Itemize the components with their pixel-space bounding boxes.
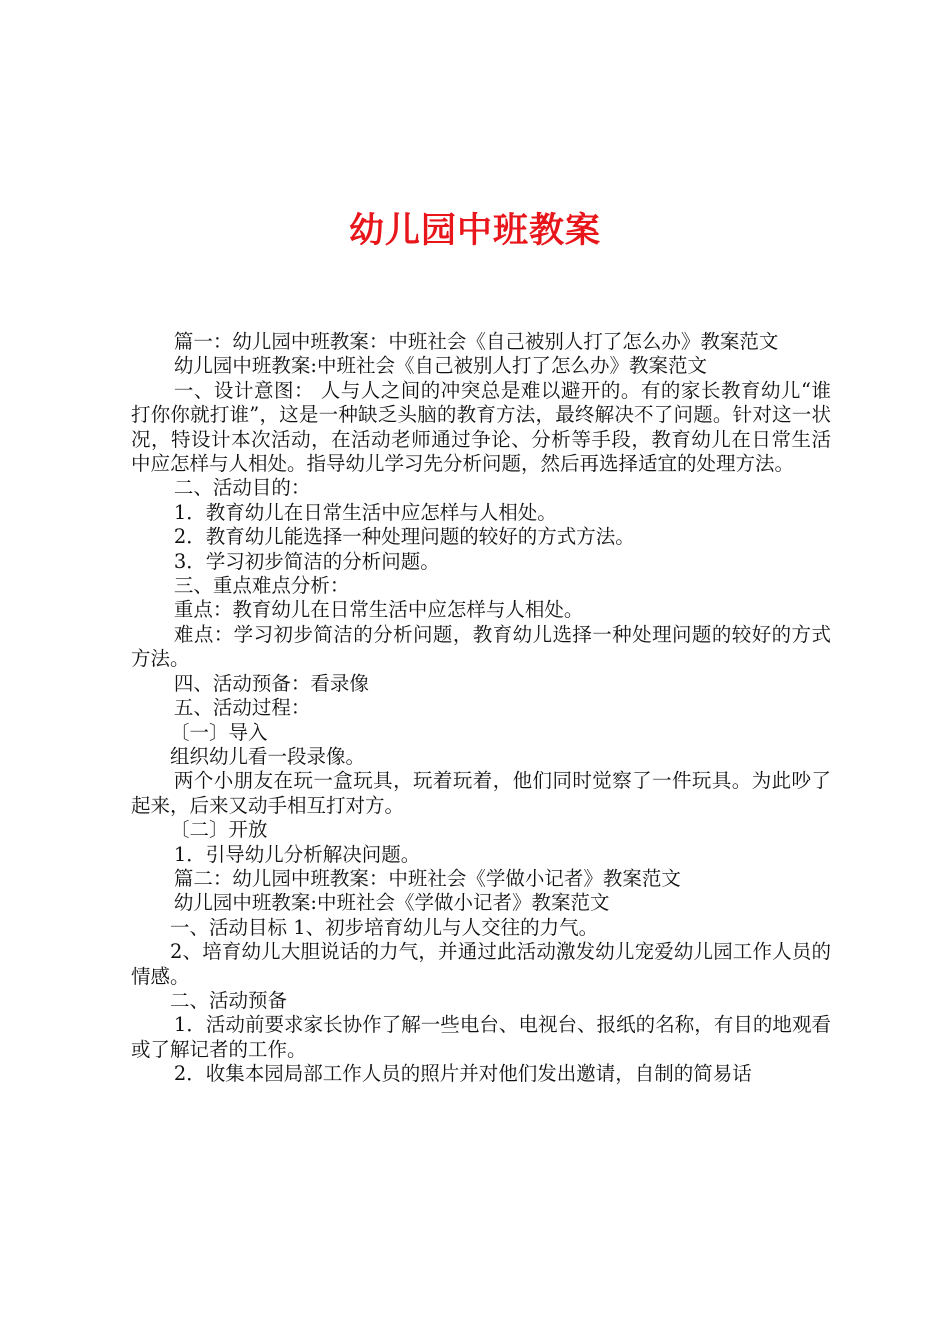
paragraph: 四、活动预备：看录像 (173, 671, 369, 695)
paragraph: 2．收集本园局部工作人员的照片并对他们发出邀请，自制的简易话 (173, 1062, 752, 1086)
paragraph: 重点：教育幼儿在日常生活中应怎样与人相处。 (173, 598, 584, 622)
paragraph: 篇二：幼儿园中班教案：中班社会《学做小记者》教案范文 (173, 866, 681, 890)
paragraph: 〔一〕导入 (170, 720, 268, 744)
paragraph: 2、培育幼儿大胆说话的力气，并通过此活动激发幼儿宠爱幼儿园工作人员的情感。 (131, 940, 831, 988)
document-title: 幼儿园中班教案 (348, 211, 601, 251)
paragraph: 五、活动过程： (173, 696, 311, 720)
paragraph: 3．学习初步简洁的分析问题。 (173, 549, 440, 573)
document-body (131, 330, 831, 1087)
paragraph: 幼儿园中班教案:中班社会《自己被别人打了怎么办》教案范文 (173, 354, 707, 378)
paragraph: 组织幼儿看一段录像。 (170, 744, 366, 768)
paragraph: 1．活动前要求家长协作了解一些电台、电视台、报纸的名称，有目的地观看或了解记者的工作。 (131, 1013, 831, 1061)
paragraph: 1．教育幼儿在日常生活中应怎样与人相处。 (173, 500, 557, 524)
paragraph: 难点：学习初步简洁的分析问题，教育幼儿选择一种处理问题的较好的方式方法。 (131, 622, 831, 671)
paragraph: 2．教育幼儿能选择一种处理问题的较好的方式方法。 (173, 525, 635, 549)
paragraph: 〔二〕开放 (170, 818, 268, 842)
paragraph: 二、活动预备 (170, 988, 288, 1012)
paragraph: 一、设计意图： 人与人之间的冲突总是难以避开的。有的家长教育幼儿“谁打你你就打谁”，这是一种缺乏头脑的教育方法，最终解决不了问题。针对这一状况，特设计本次活动，在活动老师通过争论、分析等手段，教育幼儿在日常生活中应怎样与人相处。指导幼儿学习先分析问题，然后再选择适宜的处理方法。 (131, 378, 831, 476)
paragraph: 三、重点难点分析： (173, 574, 350, 598)
paragraph: 篇一：幼儿园中班教案：中班社会《自己被别人打了怎么办》教案范文 (173, 330, 779, 353)
paragraph: 1．引导幼儿分析解决问题。 (173, 842, 421, 866)
paragraph: 两个小朋友在玩一盒玩具，玩着玩着，他们同时觉察了一件玩具。为此吵了起来，后来又动手相互打对方。 (131, 769, 831, 817)
paragraph: 一、活动目标 1、初步培育幼儿与人交往的力气。 (170, 915, 599, 939)
paragraph: 幼儿园中班教案:中班社会《学做小记者》教案范文 (173, 891, 610, 915)
paragraph: 二、活动目的： (173, 476, 311, 500)
